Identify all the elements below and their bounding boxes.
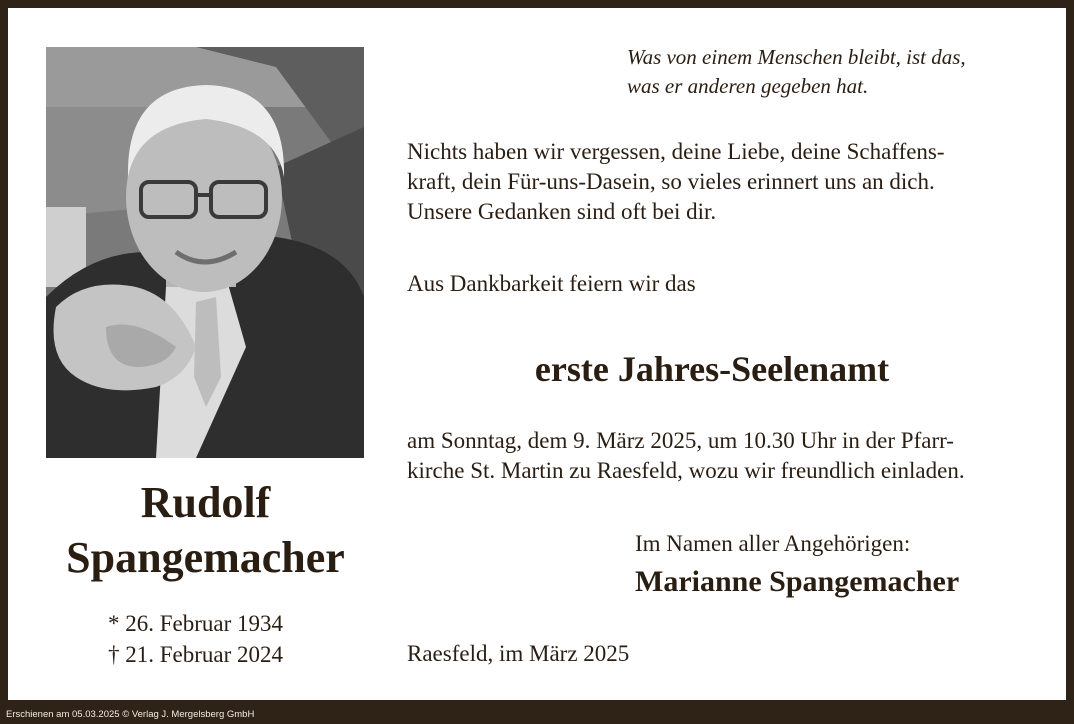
paragraph-line: am Sonntag, dem 9. März 2025, um 10.30 Uhr in der Pfarr- bbox=[407, 428, 954, 453]
life-dates bbox=[108, 608, 283, 670]
signature-intro: Im Namen aller Angehörigen: bbox=[635, 531, 911, 556]
death-date: † 21. Februar 2024 bbox=[108, 642, 284, 667]
remembrance-paragraph bbox=[407, 137, 945, 227]
paragraph-line: Nichts haben wir vergessen, deine Liebe, deine Schaffens- bbox=[407, 139, 945, 164]
portrait-photo bbox=[46, 47, 364, 458]
memorial-quote bbox=[627, 43, 966, 101]
gratitude-line: Aus Dankbarkeit feiern wir das bbox=[407, 271, 696, 296]
birth-date: * 26. Februar 1934 bbox=[108, 611, 284, 636]
signature-name: Marianne Spangemacher bbox=[635, 565, 960, 598]
paragraph-line: kirche St. Martin zu Raesfeld, wozu wir freundlich einladen. bbox=[407, 458, 965, 483]
quote-line: Was von einem Menschen bleibt, ist das, bbox=[627, 45, 966, 69]
paragraph-line: kraft, dein Für-uns-Dasein, so vieles erinnert uns an dich. bbox=[407, 169, 935, 194]
paragraph-line: Unsere Gedanken sind oft bei dir. bbox=[407, 199, 717, 224]
portrait-image bbox=[46, 47, 364, 458]
deceased-last-name: Spangemacher bbox=[66, 533, 345, 582]
quote-line: was er anderen gegeben hat. bbox=[627, 74, 869, 98]
deceased-first-name: Rudolf bbox=[140, 478, 271, 527]
publication-footer: Erschienen am 05.03.2025 © Verlag J. Mergelsberg GmbH bbox=[6, 709, 255, 720]
mass-headline: erste Jahres-Seelenamt bbox=[534, 349, 890, 389]
obituary-card bbox=[8, 8, 1066, 700]
service-details bbox=[407, 426, 965, 486]
place-date: Raesfeld, im März 2025 bbox=[407, 641, 630, 666]
